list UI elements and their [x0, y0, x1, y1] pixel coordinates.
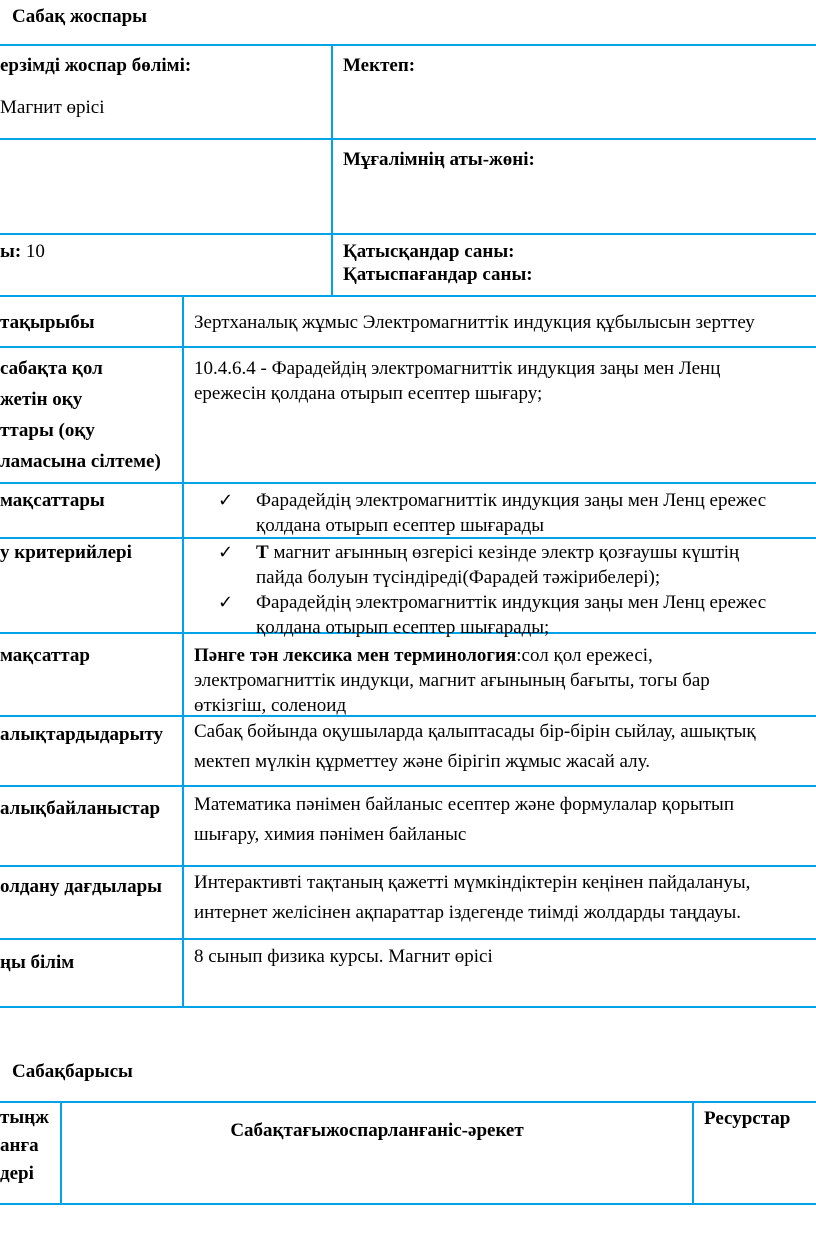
objectives-label: сабақта қол жетін оқу ттары (оқу ламасына сілтеме) — [0, 358, 161, 472]
table-border — [331, 44, 333, 295]
grade-value: 10 — [21, 241, 45, 262]
check-mark-icon: ✓ — [218, 542, 234, 563]
table-border — [0, 44, 816, 46]
table-border — [0, 138, 816, 140]
ict-value: Интерактивті тақтаның қажетті мүмкіндіктерін кеңінен пайдалануы, интернет желісінен ақпараттар іздегенде тиімді жолдарды таңдауы. — [194, 872, 751, 923]
table-border — [0, 233, 816, 235]
progress-col-resources: Ресурстар — [704, 1108, 791, 1129]
list-item: ✓ Фарадейдің электромагниттік индукция заңы мен Ленц ережес қолдана отырып есептер шығарады; — [218, 592, 767, 638]
goals-list — [218, 488, 766, 538]
table-border — [0, 1006, 816, 1008]
grade-line — [0, 239, 45, 264]
table-border — [0, 785, 816, 787]
progress-col-stage: тыңж анға дері — [0, 1107, 49, 1184]
table-border — [0, 295, 816, 297]
goals-label: мақсаттары — [0, 490, 105, 511]
table-border — [0, 1203, 816, 1205]
progress-title: Сабақбарысы — [12, 1061, 133, 1082]
prior-label: ңы білім — [0, 952, 75, 973]
table-border — [0, 482, 816, 484]
values-label: алықтардыдарыту — [0, 724, 164, 745]
absent-label: Қатыспағандар саны: — [343, 264, 533, 285]
list-item: ✓ Фарадейдің электромагниттік индукция заңы мен Ленц ережес қолдана отырып есептер шығарады — [218, 490, 767, 536]
objectives-value: 10.4.6.4 - Фарадейдің электромагниттік индукция заңы мен Ленц ережесін қолдана отырып есептер шығару; — [194, 358, 721, 404]
table-border — [0, 938, 816, 940]
school-label: Мектеп: — [343, 55, 416, 76]
criteria-label: у критерийлері — [0, 542, 132, 563]
topic-value: Зертханалық жұмыс Электромагниттік индукция құбылысын зерттеу — [194, 312, 755, 333]
ict-label: олдану дағдылары — [0, 876, 162, 897]
topic-label: тақырыбы — [0, 312, 95, 333]
progress-col-activity: Сабақтағыжоспарланғаніс-әрекет — [230, 1120, 524, 1141]
table-border — [692, 1101, 694, 1203]
values-value: Сабақ бойында оқушыларда қалыптасады бір-бірін сыйлау, ашықтық мектеп мүлкін құрметтеу және бірігіп жұмыс жасай алу. — [194, 721, 756, 772]
section-label: ерзімді жоспар бөлімі: — [0, 55, 192, 76]
language-value: Пәнге тән лексика мен терминология:сол қол ережесі, электромагниттік индукци, магнит ағынының бағыты, тогы бар өткізгіш, соленоид — [194, 645, 710, 716]
list-item: ✓ Т магнит ағынның өзгерісі кезінде электр қозғаушы күштің пайда болуын түсіндіреді(Фарадей тәжірибелері); — [218, 542, 740, 588]
check-mark-icon: ✓ — [218, 592, 234, 613]
crosscurricular-value: Математика пәнімен байланыс есептер және формулалар қорытып шығару, химия пәнімен байланыс — [194, 794, 734, 845]
criteria-list — [218, 540, 766, 640]
table-border — [182, 295, 184, 1006]
teacher-label: Мұғалімнің аты-жөні: — [343, 149, 535, 170]
table-border — [0, 346, 816, 348]
prior-value: 8 сынып физика курсы. Магнит өрісі — [194, 946, 493, 967]
section-value: Магнит өрісі — [0, 97, 105, 118]
table-border — [0, 865, 816, 867]
grade-label: ы: — [0, 241, 22, 262]
present-label: Қатысқандар саны: — [343, 241, 515, 262]
language-label: мақсаттар — [0, 645, 90, 666]
check-mark-icon: ✓ — [218, 490, 234, 511]
crosscurricular-label: алықбайланыстар — [0, 798, 161, 819]
plan-title: Сабақ жоспары — [12, 6, 148, 27]
table-border — [60, 1101, 62, 1203]
